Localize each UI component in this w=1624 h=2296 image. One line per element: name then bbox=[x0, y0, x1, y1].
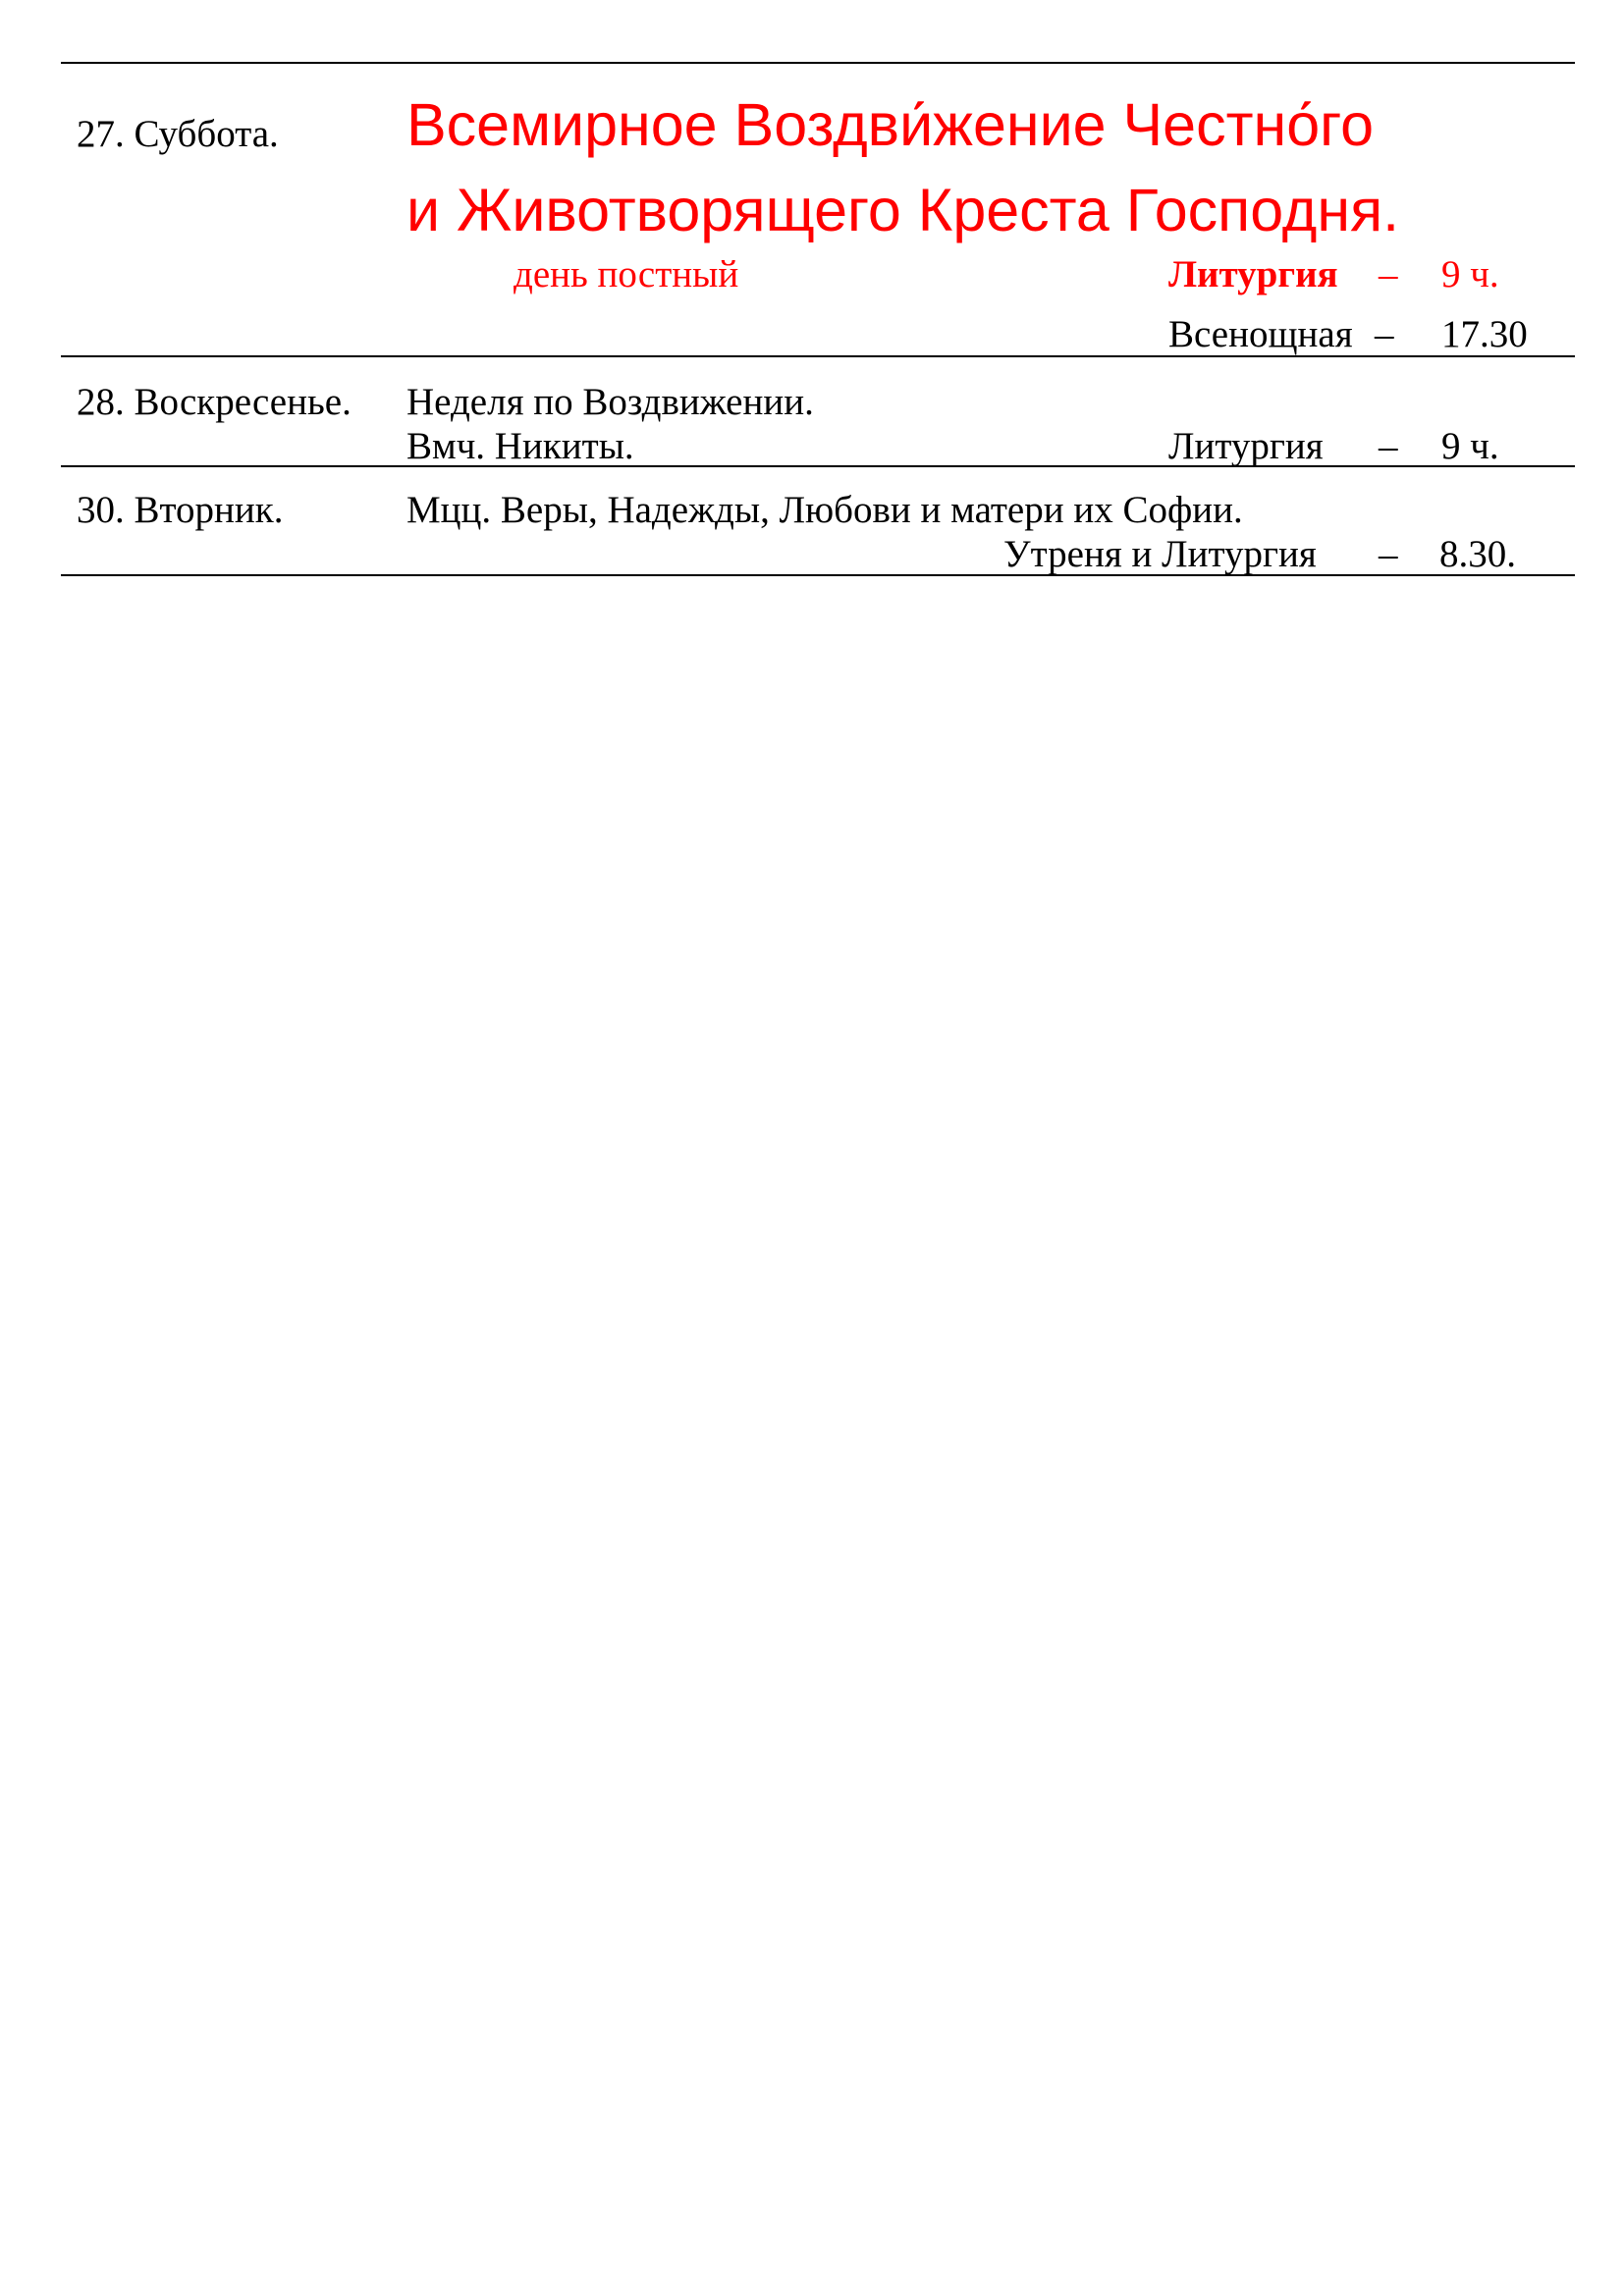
service-time: 17.30 bbox=[1441, 313, 1528, 355]
entry-line-1: Мцц. Веры, Надежды, Любови и матери их Софии. bbox=[406, 489, 1243, 531]
service-name: Всенощная bbox=[1168, 313, 1353, 355]
divider bbox=[61, 355, 1575, 357]
service-dash: – bbox=[1379, 253, 1398, 295]
service-name: Литургия bbox=[1168, 425, 1324, 467]
entry-date: 30. Вторник. bbox=[77, 489, 284, 531]
service-time: 9 ч. bbox=[1441, 253, 1499, 295]
feast-title-line-2: и Животворящего Креста Господня. bbox=[406, 177, 1400, 243]
entry-line-1: Неделя по Воздвижении. bbox=[406, 381, 814, 423]
service-dash: – bbox=[1379, 425, 1398, 467]
divider-bottom bbox=[61, 574, 1575, 576]
service-dash: – bbox=[1379, 533, 1398, 575]
fasting-note: день постный bbox=[514, 253, 739, 295]
entry-line-2: Вмч. Никиты. bbox=[406, 425, 634, 467]
entry-date: 28. Воскресенье. bbox=[77, 381, 352, 423]
divider-top bbox=[61, 62, 1575, 64]
entry-date: 27. Суббота. bbox=[77, 113, 279, 155]
service-time: 8.30. bbox=[1439, 533, 1516, 575]
service-time: 9 ч. bbox=[1441, 425, 1499, 467]
service-dash: – bbox=[1375, 313, 1394, 355]
service-name: Утреня и Литургия bbox=[1003, 533, 1317, 575]
service-name: Литургия bbox=[1168, 253, 1338, 295]
divider bbox=[61, 465, 1575, 467]
feast-title-line-1: Всемирное Воздви́жение Честно́го bbox=[406, 91, 1374, 158]
